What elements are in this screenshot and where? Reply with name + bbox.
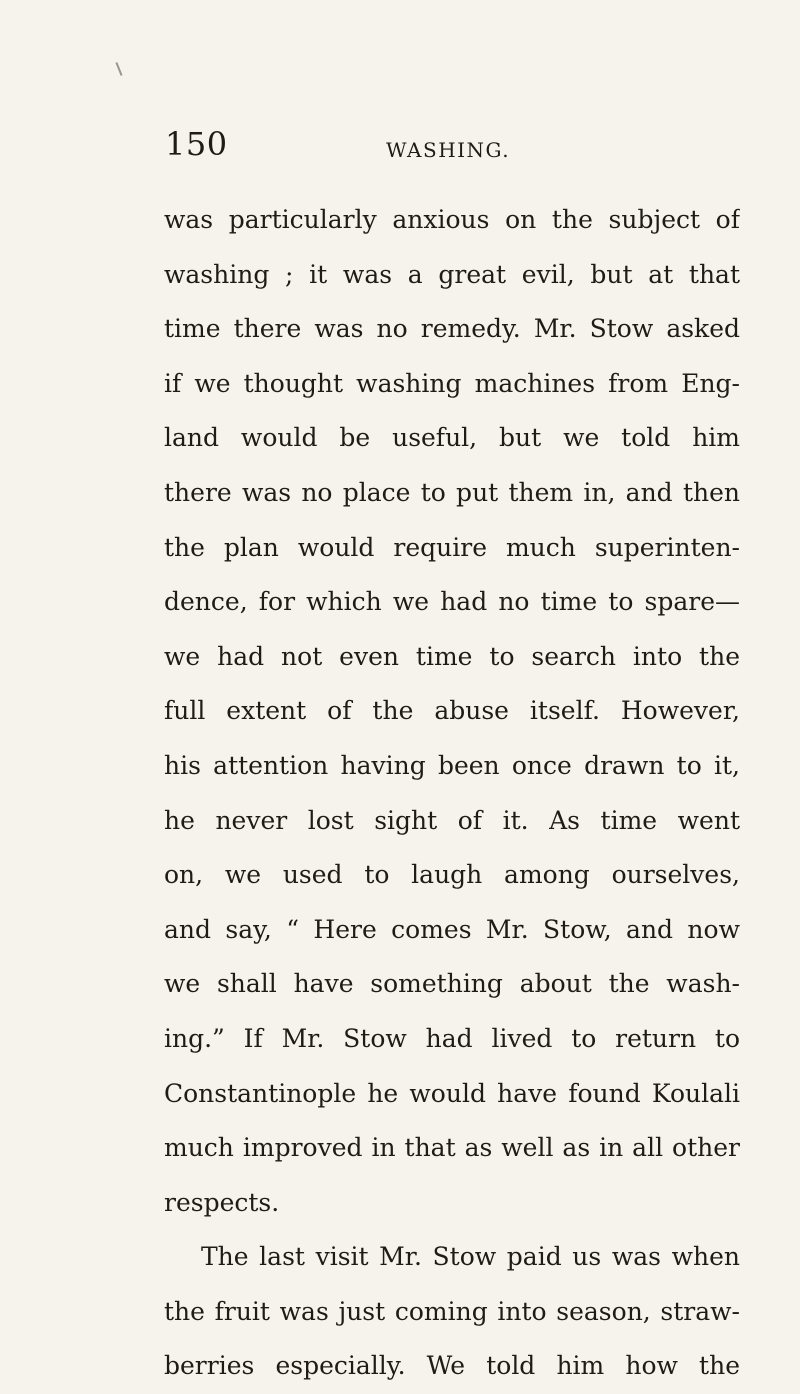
text-line: Constantinople he would have found Koulali <box>164 1078 740 1108</box>
text-line: respects. <box>164 1187 280 1217</box>
text-line: dence, for which we had no time to spare— <box>164 587 740 617</box>
text-line: much improved in that as well as in all other <box>164 1133 740 1163</box>
stray-ink-mark <box>115 62 122 76</box>
page-number: 150 <box>165 125 228 163</box>
text-line: land would be useful, but we told him <box>164 423 740 453</box>
text-line: we shall have something about the wash- <box>164 969 740 999</box>
text-line: ing.” If Mr. Stow had lived to return to <box>164 1023 740 1053</box>
text-line: washing ; it was a great evil, but at that <box>164 259 740 289</box>
text-line: we had not even time to search into the <box>164 641 740 671</box>
running-head: WASHING. <box>386 138 511 162</box>
text-line: on, we used to laugh among ourselves, <box>164 860 740 890</box>
text-line: if we thought washing machines from Eng- <box>164 368 740 398</box>
text-line: full extent of the abuse itself. However, <box>164 696 740 726</box>
text-line: berries especially. We told him how the <box>164 1351 740 1381</box>
text-line: his attention having been once drawn to it, <box>164 750 740 780</box>
text-line: and say, “ Here comes Mr. Stow, and now <box>164 914 740 944</box>
text-line: time there was no remedy. Mr. Stow asked <box>164 314 740 344</box>
text-line: was particularly anxious on the subject of <box>164 205 740 234</box>
text-line: the plan would require much superinten- <box>164 532 740 562</box>
text-line: there was no place to put them in, and then <box>164 477 740 507</box>
text-line: he never lost sight of it. As time went <box>164 805 740 835</box>
text-line: The last visit Mr. Stow paid us was when <box>201 1242 740 1272</box>
text-line: the fruit was just coming into season, straw- <box>164 1296 740 1326</box>
body-text <box>164 193 740 1394</box>
